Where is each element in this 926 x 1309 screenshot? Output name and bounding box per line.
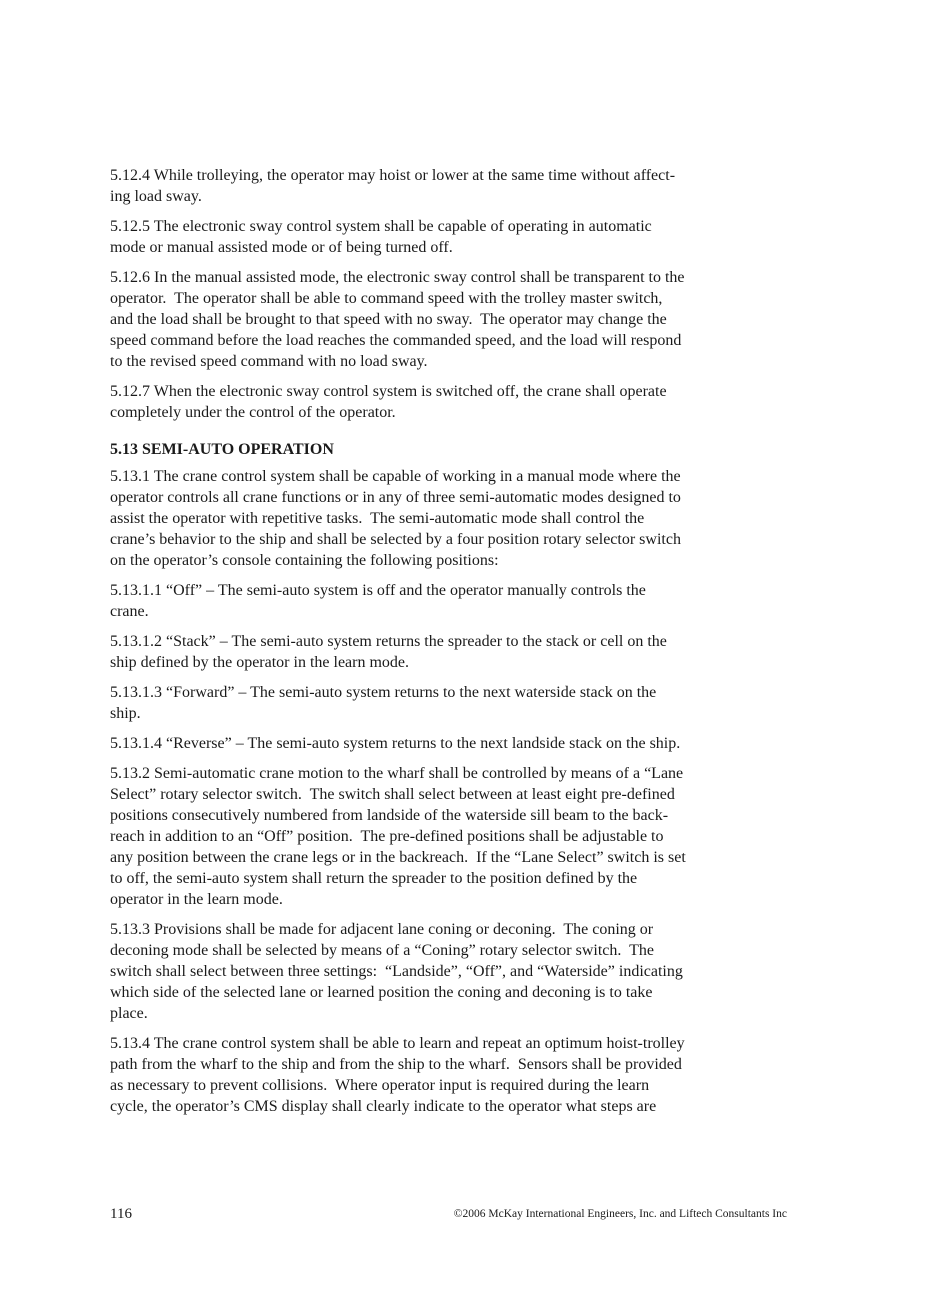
paragraph-5-12-6: 5.12.6 In the manual assisted mode, the electronic sway control shall be transparent to the operator. The operator shall be able to command speed with the trolley master switch, and the load shall be brought to that speed with no sway. The operator may change the speed command before the load reaches the commanded speed, and the load will respond to the revised speed command with no load sway. (110, 269, 685, 370)
paragraph-5-13-1-3: 5.13.1.3 “Forward” – The semi-auto system returns to the next waterside stack on the ship. (110, 684, 657, 722)
paragraph-5-13-1-2: 5.13.1.2 “Stack” – The semi-auto system returns the spreader to the stack or cell on the ship defined by the operator in the learn mode. (110, 633, 667, 671)
paragraph-5-12-4: 5.12.4 While trolleying, the operator may hoist or lower at the same time without affect- ing load sway. (110, 167, 676, 205)
paragraph-5-13-2: 5.13.2 Semi-automatic crane motion to the wharf shall be controlled by means of a “Lane Select” rotary selector switch. The switch shall select between at least eight pre-defined positions consecutively numbered from landside of the waterside sill beam to the back- reach in addition to an “Off” position. The pre-defined positions shall be adjustable to any position between the crane legs or in the backreach. If the “Lane Select” switch is set to off, the semi-auto system shall return the spreader to the position defined by the operator in the learn mode. (110, 765, 686, 908)
page-number: 116 (110, 1206, 132, 1222)
paragraph-5-13-1-4: 5.13.1.4 “Reverse” – The semi-auto system returns to the next landside stack on the ship. (110, 735, 681, 752)
document-body (110, 165, 770, 1126)
paragraph-5-13-3: 5.13.3 Provisions shall be made for adjacent lane coning or deconing. The coning or deconing mode shall be selected by means of a “Coning” rotary selector switch. The switch shall select between three settings: “Landside”, “Off”, and “Waterside” indicating which side of the selected lane or learned position the coning and deconing is to take place. (110, 921, 683, 1022)
paragraph-5-13-1: 5.13.1 The crane control system shall be capable of working in a manual mode where the operator controls all crane functions or in any of three semi-automatic modes designed to assist the operator with repetitive tasks. The semi-automatic mode shall control the crane’s behavior to the ship and shall be selected by a four position rotary selector switch on the operator’s console containing the following positions: (110, 468, 681, 569)
paragraph-5-12-5: 5.12.5 The electronic sway control system shall be capable of operating in automatic mode or manual assisted mode or of being turned off. (110, 218, 652, 256)
section-heading: 5.13 SEMI-AUTO OPERATION (110, 441, 334, 458)
paragraph-5-13-4: 5.13.4 The crane control system shall be able to learn and repeat an optimum hoist-trolley path from the wharf to the ship and from the ship to the wharf. Sensors shall be provided as necessary to prevent collisions. Where operator input is required during the learn cycle, the operator’s CMS display shall clearly indicate to the operator what steps are (110, 1035, 685, 1115)
paragraph-5-12-7: 5.12.7 When the electronic sway control system is switched off, the crane shall operate completely under the control of the operator. (110, 383, 667, 421)
copyright-notice: ©2006 McKay International Engineers, Inc. and Liftech Consultants Inc (453, 1208, 787, 1220)
paragraph-5-13-1-1: 5.13.1.1 “Off” – The semi-auto system is off and the operator manually controls the crane. (110, 582, 646, 620)
